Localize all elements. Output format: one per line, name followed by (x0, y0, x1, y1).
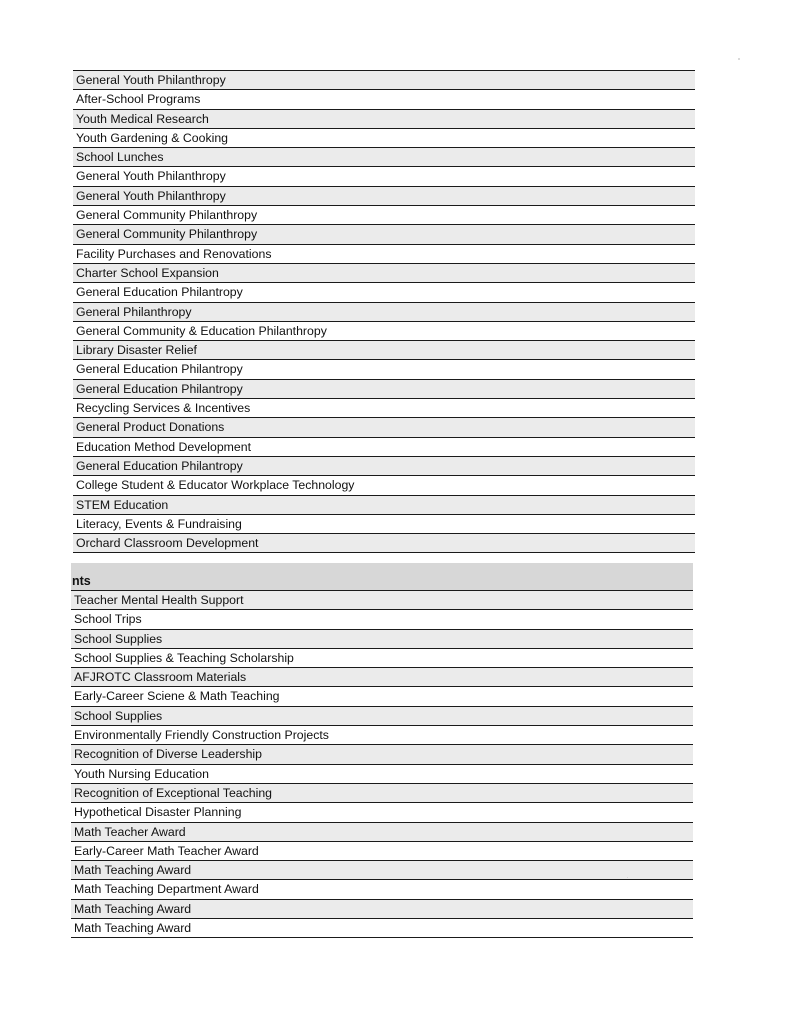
table-row: Recognition of Exceptional Teaching (71, 784, 693, 803)
table-row: STEM Education (73, 496, 695, 515)
table-row: Environmentally Friendly Construction Projects (71, 726, 693, 745)
table-row: General Philanthropy (73, 303, 695, 322)
table-row: Library Disaster Relief (73, 341, 695, 360)
table-row: General Education Philantropy (73, 380, 695, 399)
table-row: General Product Donations (73, 418, 695, 437)
table-row: School Supplies (71, 707, 693, 726)
table-row: General Community Philanthropy (73, 206, 695, 225)
table-row: Orchard Classroom Development (73, 534, 695, 553)
table-row: College Student & Educator Workplace Technology (73, 476, 695, 495)
section-header: nts (71, 563, 693, 591)
table-row: Education Method Development (73, 438, 695, 457)
table-row: General Community & Education Philanthropy (73, 322, 695, 341)
table-row: Hypothetical Disaster Planning (71, 803, 693, 822)
table-row: Math Teaching Award (71, 900, 693, 919)
table-row: School Lunches (73, 148, 695, 167)
table-row: Early-Career Sciene & Math Teaching (71, 687, 693, 706)
table-row: General Education Philantropy (73, 457, 695, 476)
table-row: Youth Medical Research (73, 110, 695, 129)
table-row: Math Teaching Award (71, 919, 693, 938)
table-row: AFJROTC Classroom Materials (71, 668, 693, 687)
table-row: School Supplies & Teaching Scholarship (71, 649, 693, 668)
table-row: Teacher Mental Health Support (71, 591, 693, 610)
table-row: General Youth Philanthropy (73, 71, 695, 90)
scan-speck (738, 58, 740, 60)
table-row: Literacy, Events & Fundraising (73, 515, 695, 534)
table-row: General Education Philantropy (73, 360, 695, 379)
table-row: Math Teacher Award (71, 823, 693, 842)
table-row: School Trips (71, 610, 693, 629)
purpose-table-top (73, 70, 695, 553)
table-row: General Community Philanthropy (73, 225, 695, 244)
bottom-rows-container (71, 591, 693, 938)
table-row: Math Teaching Award (71, 861, 693, 880)
table-row: General Youth Philanthropy (73, 187, 695, 206)
purpose-table-bottom (71, 563, 693, 938)
table-row: Youth Gardening & Cooking (73, 129, 695, 148)
table-row: Youth Nursing Education (71, 765, 693, 784)
table-row: Math Teaching Department Award (71, 880, 693, 899)
table-row: Early-Career Math Teacher Award (71, 842, 693, 861)
table-row: Charter School Expansion (73, 264, 695, 283)
table-row: After-School Programs (73, 90, 695, 109)
table-row: Recycling Services & Incentives (73, 399, 695, 418)
table-row: Recognition of Diverse Leadership (71, 745, 693, 764)
table-row: Facility Purchases and Renovations (73, 245, 695, 264)
scan-speck (627, 877, 628, 878)
table-row: School Supplies (71, 630, 693, 649)
table-row: General Youth Philanthropy (73, 167, 695, 186)
table-row: General Education Philantropy (73, 283, 695, 302)
